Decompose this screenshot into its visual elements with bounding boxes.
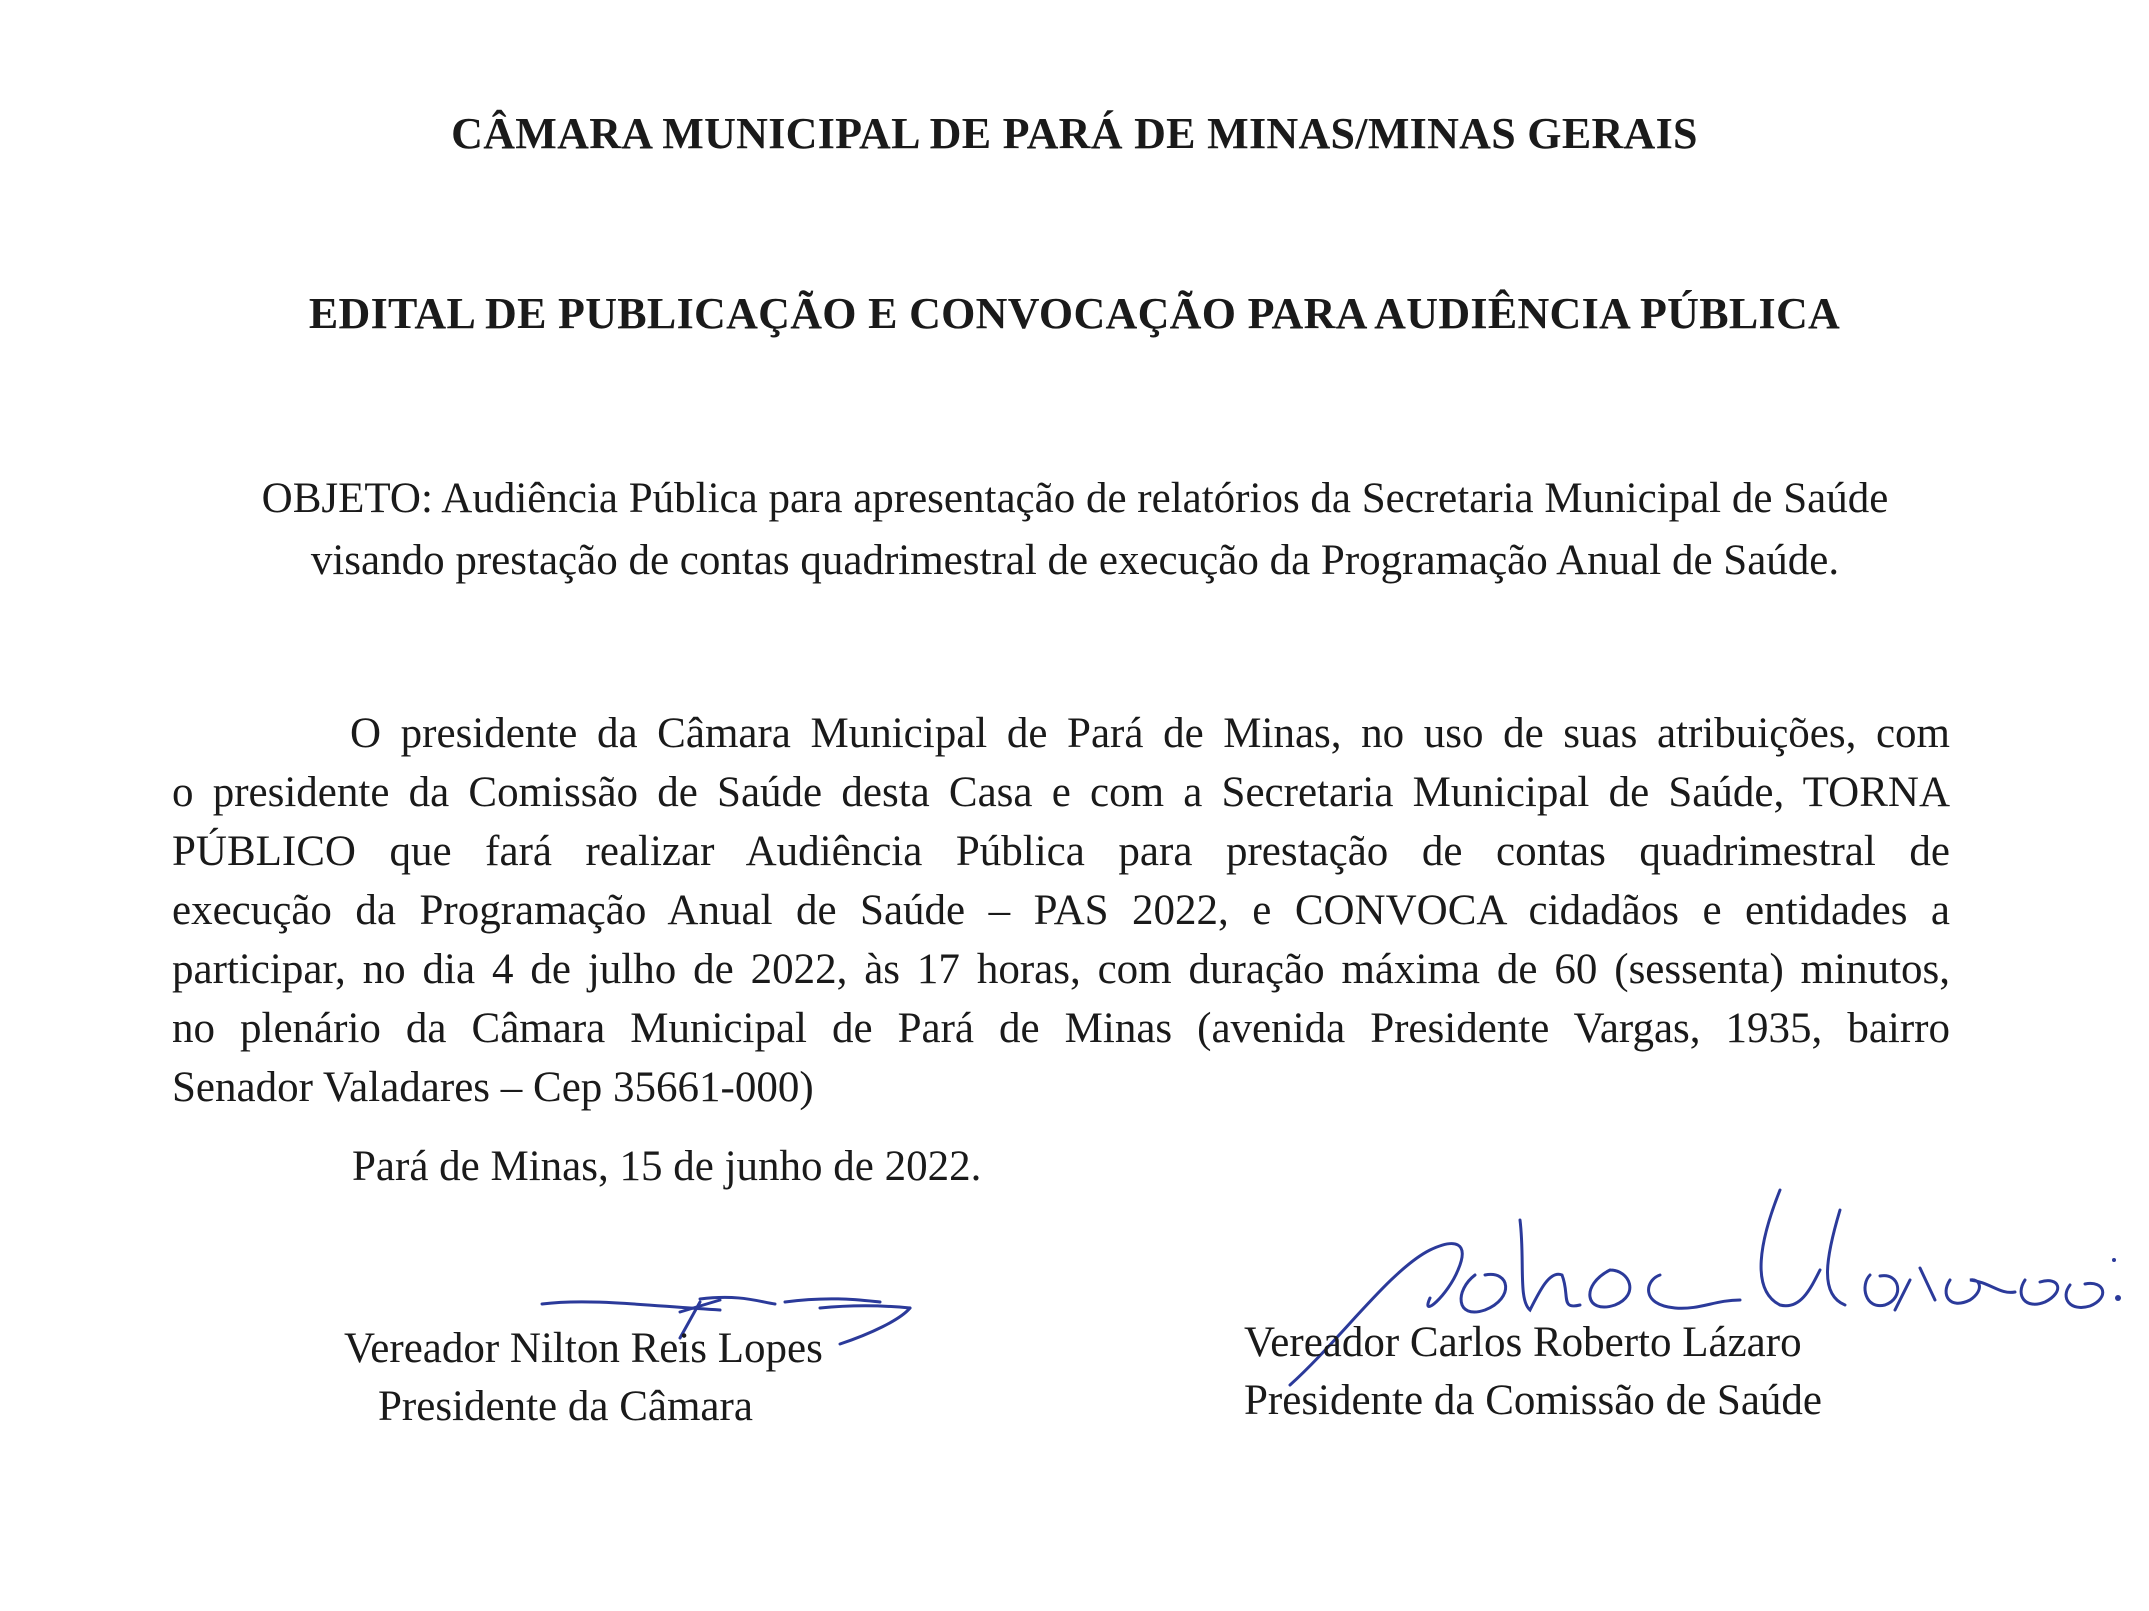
objeto-paragraph [170, 468, 1980, 592]
paragraph-line: O presidente da Câmara Municipal de Pará de Minas, no uso de suas atribuições, com [350, 710, 1950, 757]
objeto-line: OBJETO: Audiência Pública para apresentação de relatórios da Secretaria Municipal de Saúde [261, 475, 1889, 522]
signatory-name: Vereador Nilton Reis Lopes [344, 1325, 823, 1372]
paragraph-line: participar, no dia 4 de julho de 2022, às 17 horas, com duração máxima de 60 (sessenta) minutos, [172, 946, 1950, 993]
signatory-right [1244, 1314, 1822, 1430]
objeto-line: visando prestação de contas quadrimestral de execução da Programação Anual de Saúde. [310, 537, 1840, 584]
paragraph-line: Senador Valadares – Cep 35661-000) [172, 1064, 814, 1111]
paragraph-line: o presidente da Comissão de Saúde desta Casa e com a Secretaria Municipal de Saúde, TORNA [172, 769, 1950, 816]
signatory-left [344, 1320, 823, 1436]
signatory-name: Vereador Carlos Roberto Lázaro [1244, 1319, 1802, 1366]
paragraph-line: execução da Programação Anual de Saúde – PAS 2022, e CONVOCA cidadãos e entidades a [172, 887, 1950, 934]
paragraph-line: no plenário da Câmara Municipal de Pará de Minas (avenida Presidente Vargas, 1935, bairro [172, 1005, 1950, 1052]
institution-heading: CÂMARA MUNICIPAL DE PARÁ DE MINAS/MINAS GERAIS [451, 109, 1698, 158]
paragraph-line: PÚBLICO que fará realizar Audiência Pública para prestação de contas quadrimestral de [172, 828, 1950, 875]
signatory-role: Presidente da Câmara [378, 1383, 753, 1430]
document-title: EDITAL DE PUBLICAÇÃO E CONVOCAÇÃO PARA AUDIÊNCIA PÚBLICA [308, 289, 1841, 338]
signatory-role: Presidente da Comissão de Saúde [1244, 1377, 1823, 1424]
date-line: Pará de Minas, 15 de junho de 2022. [352, 1143, 982, 1190]
main-paragraph [172, 704, 1950, 1117]
